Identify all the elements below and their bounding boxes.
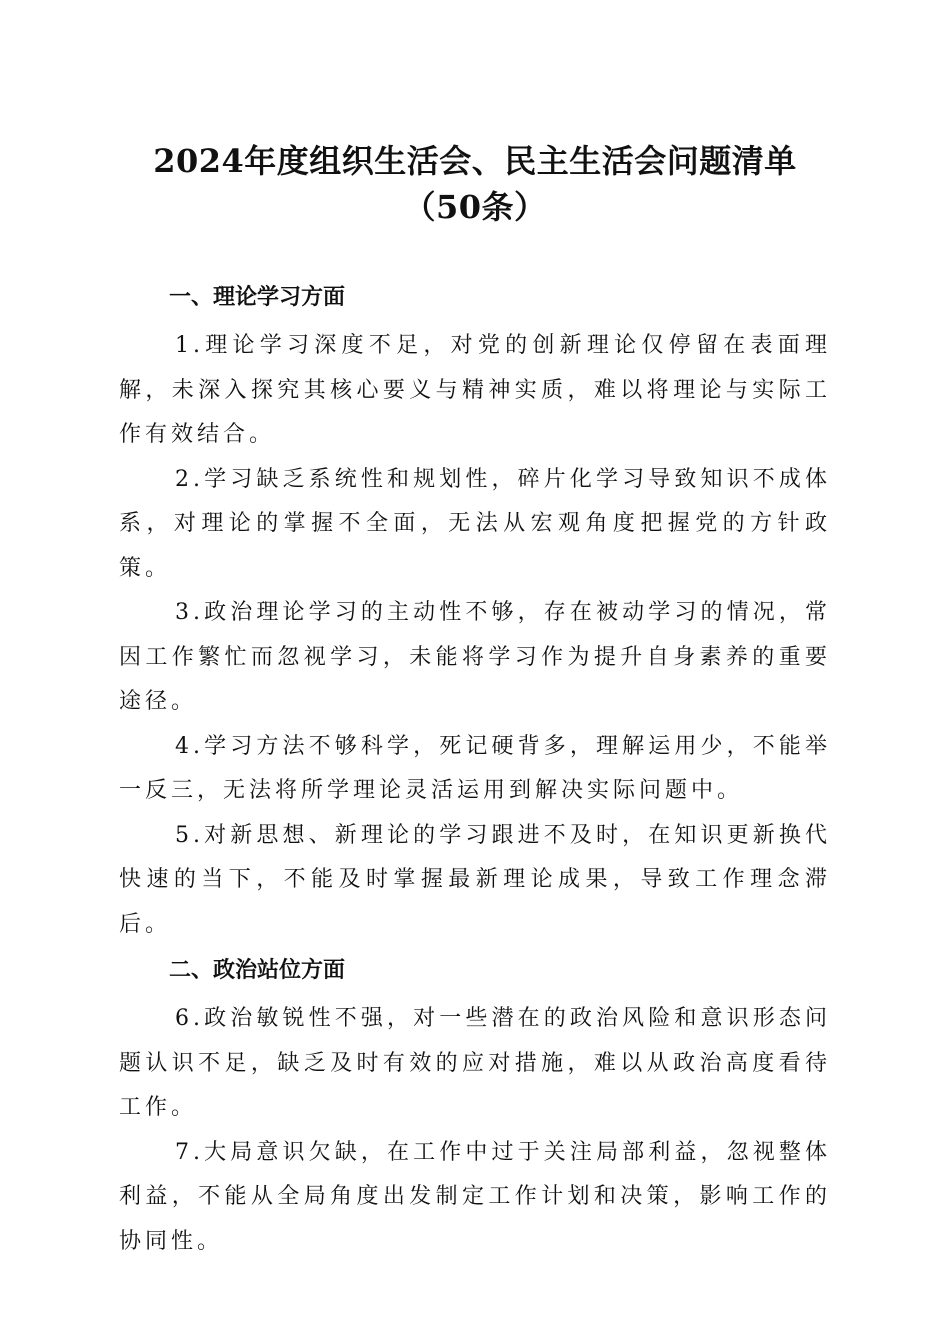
list-item-2: 2.学习缺乏系统性和规划性，碎片化学习导致知识不成体系，对理论的掌握不全面，无法从宏观角度把握党的方针政策。 [119,466,831,581]
list-item-7: 7.大局意识欠缺，在工作中过于关注局部利益，忽视整体利益，不能从全局角度出发制定工作计划和决策，影响工作的协同性。 [119,1139,831,1254]
list-item-4: 4.学习方法不够科学，死记硬背多，理解运用少，不能举一反三，无法将所学理论灵活运用到解决实际问题中。 [119,733,831,803]
title-line-main: 2024年度组织生活会、民主生活会问题清单 [153,142,797,180]
section-heading-political: 二、政治站位方面 [169,958,346,983]
document-title [100,138,850,230]
list-item-3: 3.政治理论学习的主动性不够，存在被动学习的情况，常因工作繁忙而忽视学习，未能将学习作为提升自身素养的重要途径。 [119,600,831,714]
section-heading-theory: 一、理论学习方面 [169,285,346,310]
document-body [119,278,831,1264]
title-line-count: （50条） [403,188,547,226]
list-item-6: 6.政治敏锐性不强，对一些潜在的政治风险和意识形态问题认识不足，缺乏及时有效的应对措施，难以从政治高度看待工作。 [119,1006,831,1120]
list-item-1: 1.理论学习深度不足，对党的创新理论仅停留在表面理解，未深入探究其核心要义与精神实质，难以将理论与实际工作有效结合。 [119,333,831,447]
list-item-5: 5.对新思想、新理论的学习跟进不及时，在知识更新换代快速的当下，不能及时掌握最新理论成果，导致工作理念滞后。 [119,822,831,937]
